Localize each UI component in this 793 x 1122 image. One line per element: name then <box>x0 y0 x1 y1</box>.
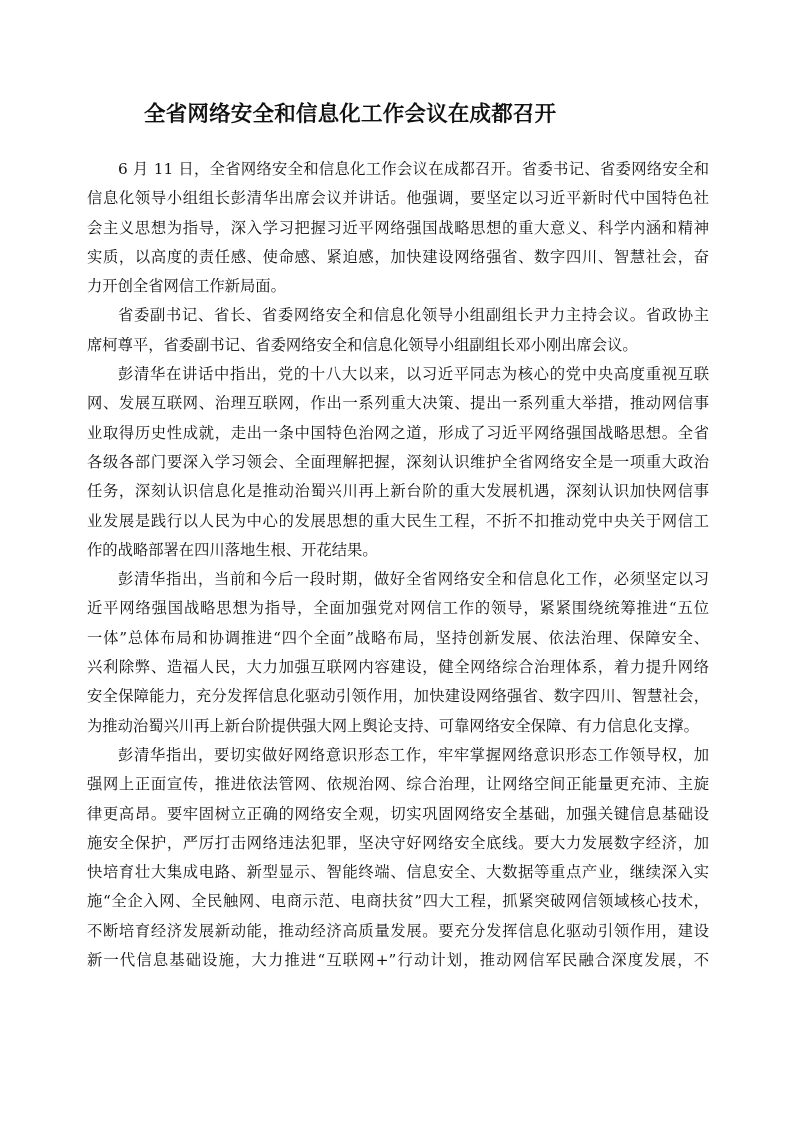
article-title: 全省网络安全和信息化工作会议在成都召开 <box>144 102 557 127</box>
text-line: 席柯尊平，省委副书记、省委网络安全和信息化领导小组副组长邓小刚出席会议。 <box>87 335 638 354</box>
text-line: 彭清华在讲话中指出，党的十八大以来，以习近平同志为核心的党中央高度重视互联 <box>118 365 709 384</box>
text-line: 律更高昂。要牢固树立正确的网络安全观，切实巩固网络安全基础，加强关键信息基础设 <box>87 804 709 823</box>
text-line: 6 月 11 日，全省网络安全和信息化工作会议在成都召开。省委书记、省委网络安全和 <box>118 160 709 178</box>
text-line: 各级各部门要深入学习领会、全面理解把握，深刻认识维护全省网络安全是一项重大政治 <box>87 452 709 471</box>
text-line: 一体”总体布局和协调推进“四个全面”战略布局，坚持创新发展、依法治理、保障安全、 <box>87 628 709 647</box>
text-line: 网、发展互联网、治理互联网，作出一系列重大决策、提出一系列重大举措，推动网信事 <box>87 394 709 413</box>
text-line: 彭清华指出，当前和今后一段时期，做好全省网络安全和信息化工作，必须坚定以习 <box>118 570 709 589</box>
text-line: 作的战略部署在四川落地生根、开花结果。 <box>87 540 378 559</box>
text-line: 业发展是践行以人民为中心的发展思想的重大民生工程，不折不扣推动党中央关于网信工 <box>87 511 709 530</box>
text-line: 不断培育经济发展新动能，推动经济高质量发展。要充分发挥信息化驱动引领作用，建设 <box>87 921 709 940</box>
paragraph <box>87 155 709 301</box>
text-line: 施安全保护，严厉打击网络违法犯罪，坚决守好网络安全底线。要大力发展数字经济，加 <box>87 833 709 852</box>
text-line: 力开创全省网信工作新局面。 <box>87 277 286 296</box>
text-line: 快培育壮大集成电路、新型显示、智能终端、信息安全、大数据等重点产业，继续深入实 <box>87 863 709 882</box>
text-line: 任务，深刻认识信息化是推动治蜀兴川再上新台阶的重大发展机遇，深刻认识加快网信事 <box>87 482 709 501</box>
text-line: 为推动治蜀兴川再上新台阶提供强大网上舆论支持、可靠网络安全保障、有力信息化支撑。 <box>87 716 699 735</box>
text-line: 彭清华指出，要切实做好网络意识形态工作，牢牢掌握网络意识形态工作领导权，加 <box>118 745 709 764</box>
paragraph <box>87 360 709 565</box>
paragraph <box>87 565 709 741</box>
text-line: 强网上正面宣传，推进依法管网、依规治网、综合治理，让网络空间正能量更充沛、主旋 <box>87 775 709 794</box>
text-line: 兴利除弊、造福人民，大力加强互联网内容建设，健全网络综合治理体系，着力提升网络 <box>87 658 709 677</box>
text-line: 信息化领导小组组长彭清华出席会议并讲话。他强调，要坚定以习近平新时代中国特色社 <box>87 189 709 208</box>
text-line: 实质，以高度的责任感、使命感、紧迫感，加快建设网络强省、数字四川、智慧社会，奋 <box>87 247 709 266</box>
paragraph <box>87 741 709 975</box>
article-body <box>87 155 709 975</box>
paragraph <box>87 301 709 360</box>
text-line: 省委副书记、省长、省委网络安全和信息化领导小组副组长尹力主持会议。省政协主 <box>118 306 709 325</box>
text-line: 业取得历史性成就，走出一条中国特色治网之道，形成了习近平网络强国战略思想。全省 <box>87 423 709 442</box>
text-line: 近平网络强国战略思想为指导，全面加强党对网信工作的领导，紧紧围绕统筹推进“五位 <box>87 599 709 618</box>
text-line: 施“全企入网、全民触网、电商示范、电商扶贫”四大工程，抓紧突破网信领域核心技术， <box>87 892 709 911</box>
text-line: 安全保障能力，充分发挥信息化驱动引领作用，加快建设网络强省、数字四川、智慧社会， <box>87 687 709 706</box>
text-line: 新一代信息基础设施，大力推进“互联网+”行动计划，推动网信军民融合深度发展，不 <box>87 951 709 970</box>
text-line: 会主义思想为指导，深入学习把握习近平网络强国战略思想的重大意义、科学内涵和精神 <box>87 218 709 237</box>
